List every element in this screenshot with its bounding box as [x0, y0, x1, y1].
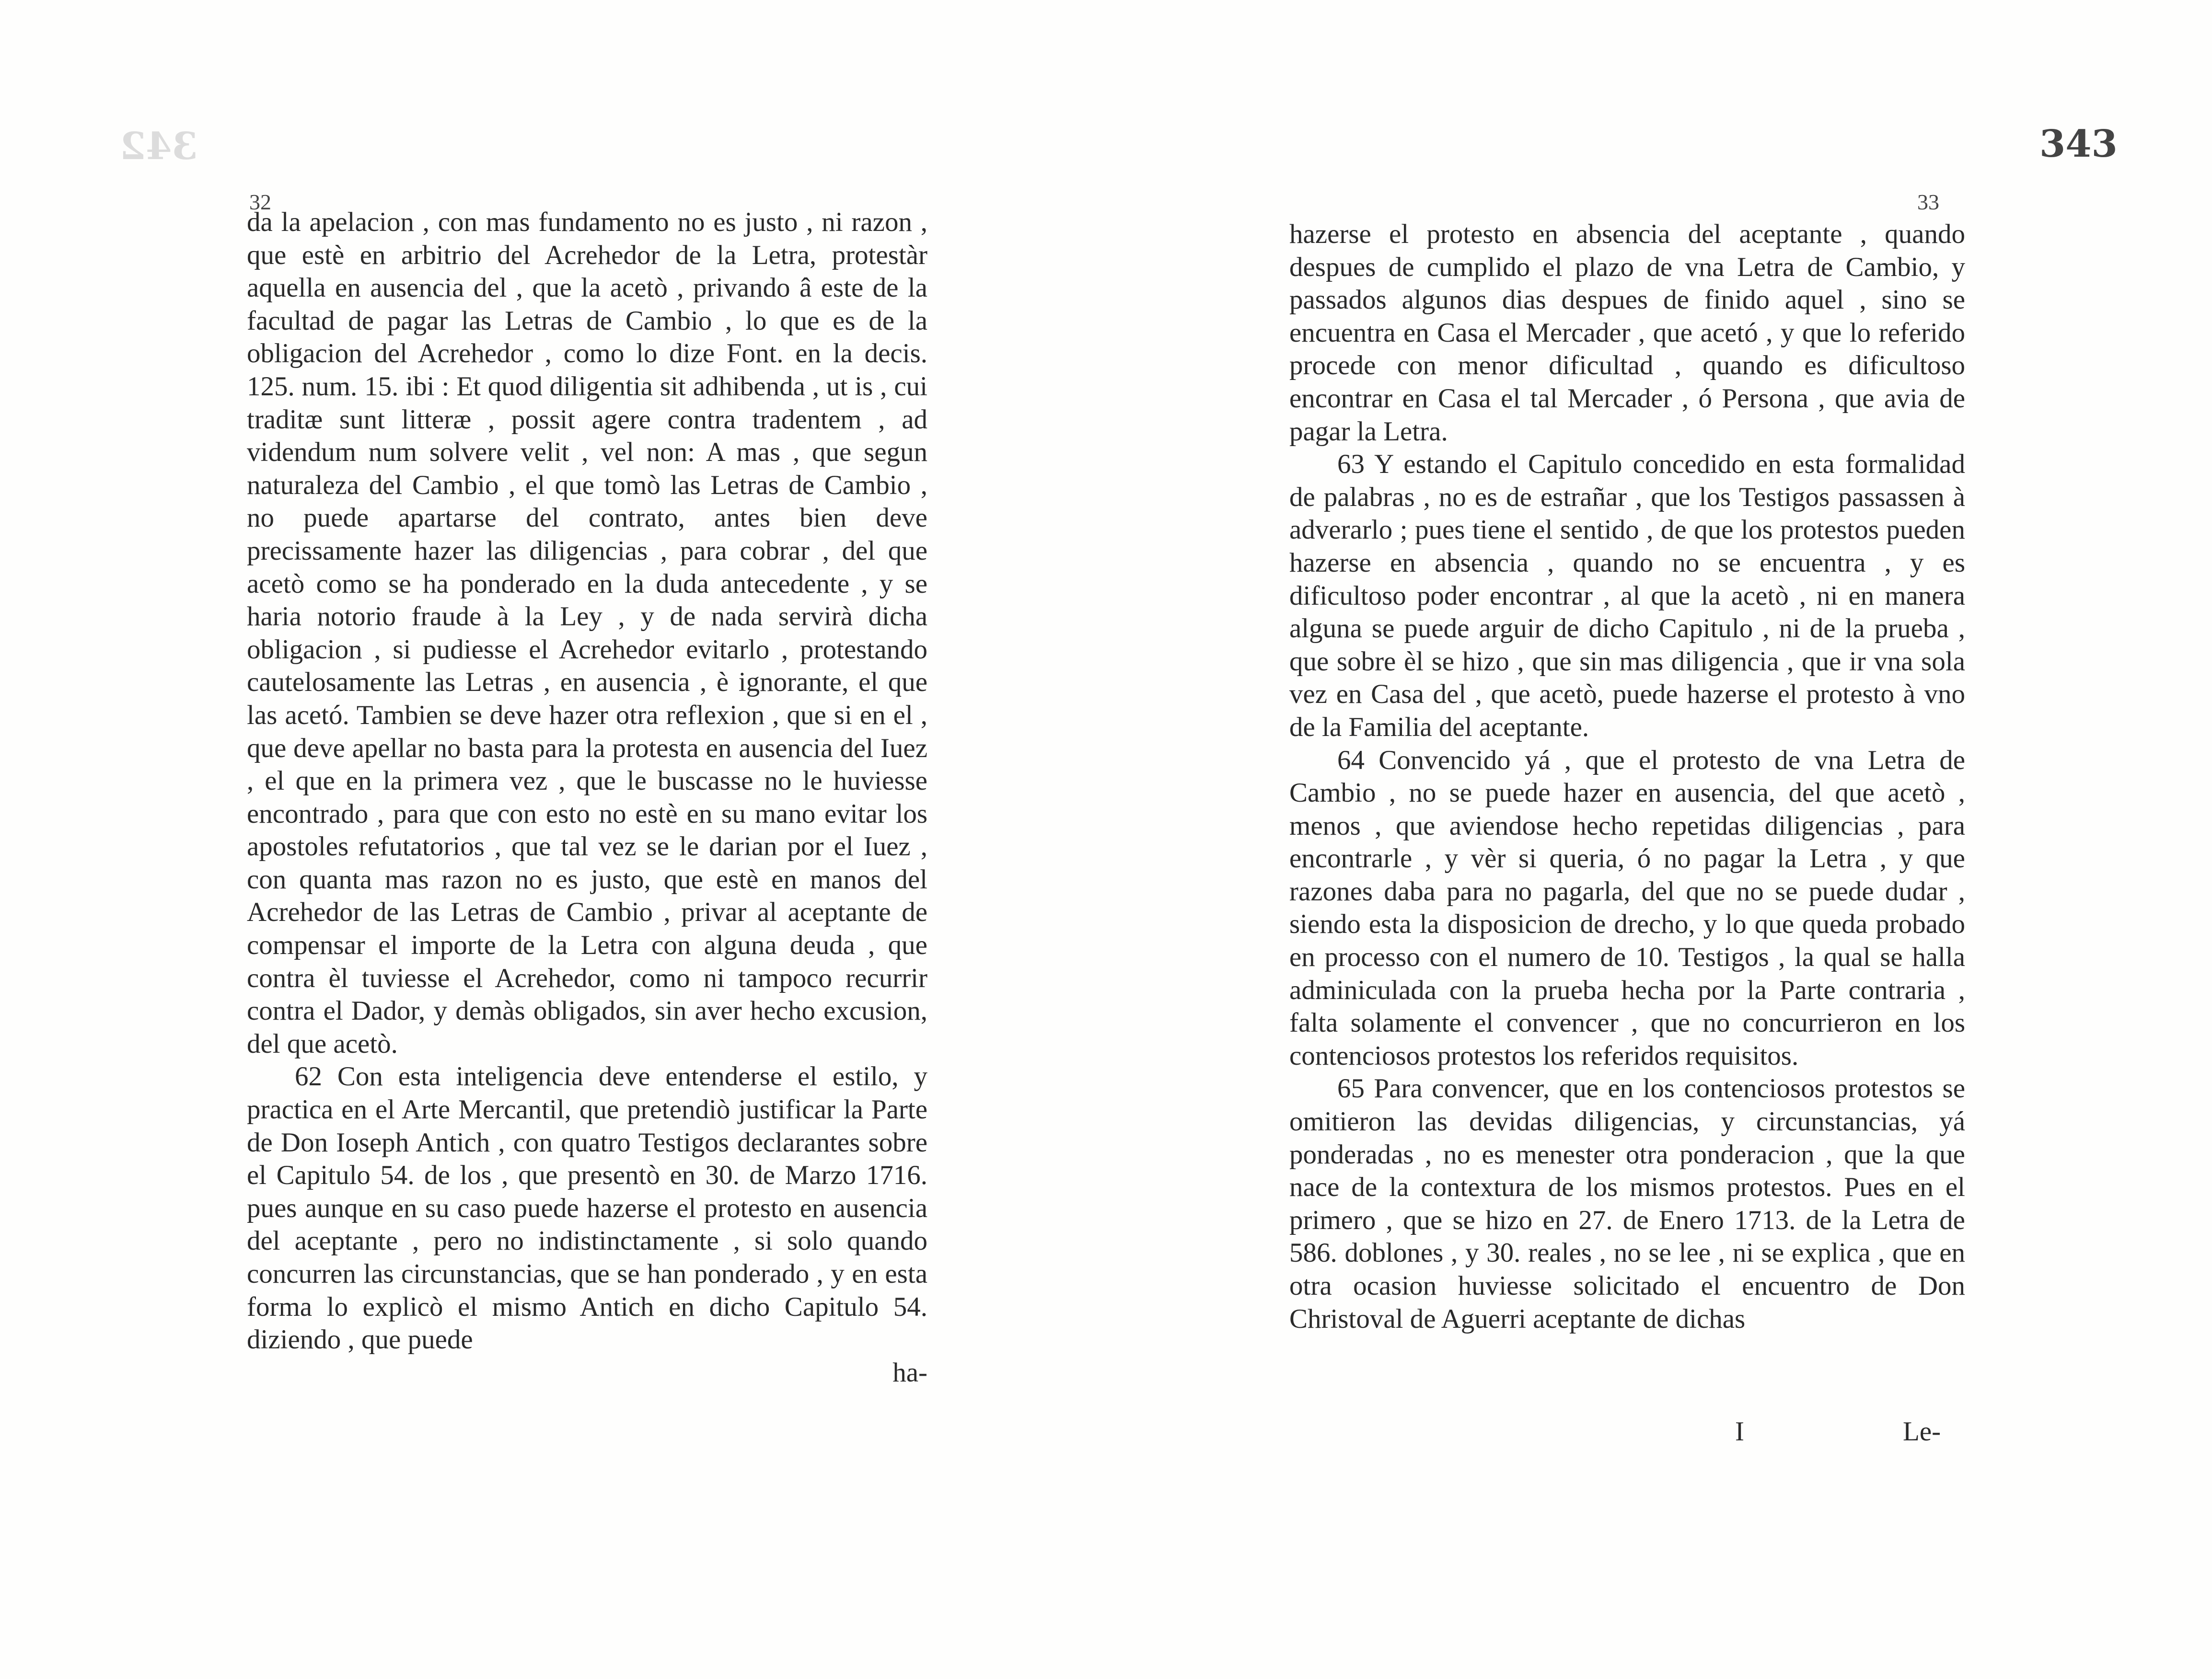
left-folio-stamp: 342 [120, 125, 198, 168]
right-paragraph-1: hazerse el protesto en absencia del aceptante , quando despues de cumplido el plazo de vna Letra de Cambio, y passados algunos dias despues de finido aquel , sino se encuentra en Casa el Mercader , que acetó , y que lo referido procede con menor dificultad , quando es dificultoso encontrar en Casa el tal Mercader , ó Persona , que avia de pagar la Letra. [1289, 219, 1965, 447]
right-page-text [1289, 218, 1965, 1335]
left-page-number: 32 [249, 190, 271, 214]
right-signature-mark: I [1735, 1416, 1744, 1447]
right-paragraph-65: 65 Para convencer, que en los contenciosos protestos se omitieron las devidas diligencias, y circunstancias, yá ponderadas , no es menester otra ponderacion , que la que nace de la contextura de los mismos protestos. Pues en el primero , que se hizo en 27. de Enero 1713. de la Letra de 586. doblones , y 30. reales , no se lee , ni se explica , que en otra ocasion huviesse solicitado el encuentro de Don Christoval de Aguerri aceptante de dichas [1289, 1073, 1965, 1334]
left-paragraph-62: 62 Con esta inteligencia deve entenderse el estilo, y practica en el Arte Mercantil, que pretendiò justificar la Parte de Don Ioseph Antich , con quatro Testigos declarantes sobre el Capitulo 54. de los , que presentò en 30. de Marzo 1716. pues aunque en su caso puede hazerse el protesto en ausencia del aceptante , pero no indistinctamente , si solo quando concurren las circunstancias, que se han ponderado , y en esta forma lo explicò el mismo Antich en dicho Capitulo 54. diziendo , que puede [247, 1061, 927, 1355]
right-paragraph-64: 64 Convencido yá , que el protesto de vna Letra de Cambio , no se puede hazer en ausencia, del que acetò , menos , que aviendose hecho repetidas diligencias , para encontrarle , y vèr si queria, ó no pagar la Letra , y que razones daba para no pagarla, del que no se puede dudar , siendo esta la disposicion de drecho, y lo que queda probado en processo con el numero de 10. Testigos , la qual se halla adminiculada con la prueba hecha por la Parte contraria , falta solamente el convencer , que no concurrieron en los contenciosos protestos los referidos requisitos. [1289, 745, 1965, 1071]
left-paragraph-1: da la apelacion , con mas fundamento no es justo , ni razon , que estè en arbitrio del Acrehedor de la Letra, protestàr aquella en ausencia del , que la acetò , privando â este de la facultad de pagar las Letras de Cambio , lo que es de la obligacion del Acrehedor , como lo dize Font. en la decis. 125. num. 15. ibi : Et quod diligentia sit adhibenda , ut is , cui traditæ sunt litteræ , possit agere contra tradentem , ad videndum num solvere velit , vel non: A mas , que segun naturaleza del Cambio , el que tomò las Letras de Cambio , no puede apartarse del contrato, antes bien deve precissamente hazer las diligencias , para cobrar , del que acetò como se ha ponderado en la duda antecedente , y se haria notorio fraude à la Ley , y de nada servirà dicha obligacion , si pudiesse el Acrehedor evitarlo , protestando cautelosamente las Letras , en ausencia , è ignorante, el que las acetó. Tambien se deve hazer otra reflexion , que si en el , que deve apellar no basta para la protesta en ausencia del Iuez , el que en la primera vez , que le buscasse no le huviesse encontrado , para que con esto no estè en su mano evitar los apostoles refutatorios , que tal vez se le darian por el Iuez , con quanta mas razon no es justo, que estè en manos del Acrehedor de las Letras de Cambio , privar al aceptante de compensar el importe de la Letra con alguna deuda , que contra èl tuviesse el Acrehedor, como ni tampoco recurrir contra el Dador, y demàs obligados, sin aver hecho excusion, del que acetò. [247, 207, 927, 1059]
right-page-number: 33 [1917, 190, 1939, 214]
right-paragraph-63: 63 Y estando el Capitulo concedido en esta formalidad de palabras , no es de estrañar , que los Testigos passassen à adverarlo ; pues tiene el sentido , de que los protestos pueden hazerse en absencia , quando no se encuentra , y es dificultoso poder encontrar , al que la acetò , ni en manera alguna se puede arguir de dicho Capitulo , ni de la prueba , que sobre èl se hizo , que sin mas diligencia , que ir vna sola vez en Casa del , que acetò, puede hazerse el protesto à vno de la Familia del aceptante. [1289, 449, 1965, 742]
left-page-text [247, 206, 927, 1389]
right-folio-stamp: 343 [2039, 122, 2118, 166]
left-catchword: ha- [892, 1357, 927, 1388]
right-catchword: Le- [1903, 1416, 1941, 1447]
